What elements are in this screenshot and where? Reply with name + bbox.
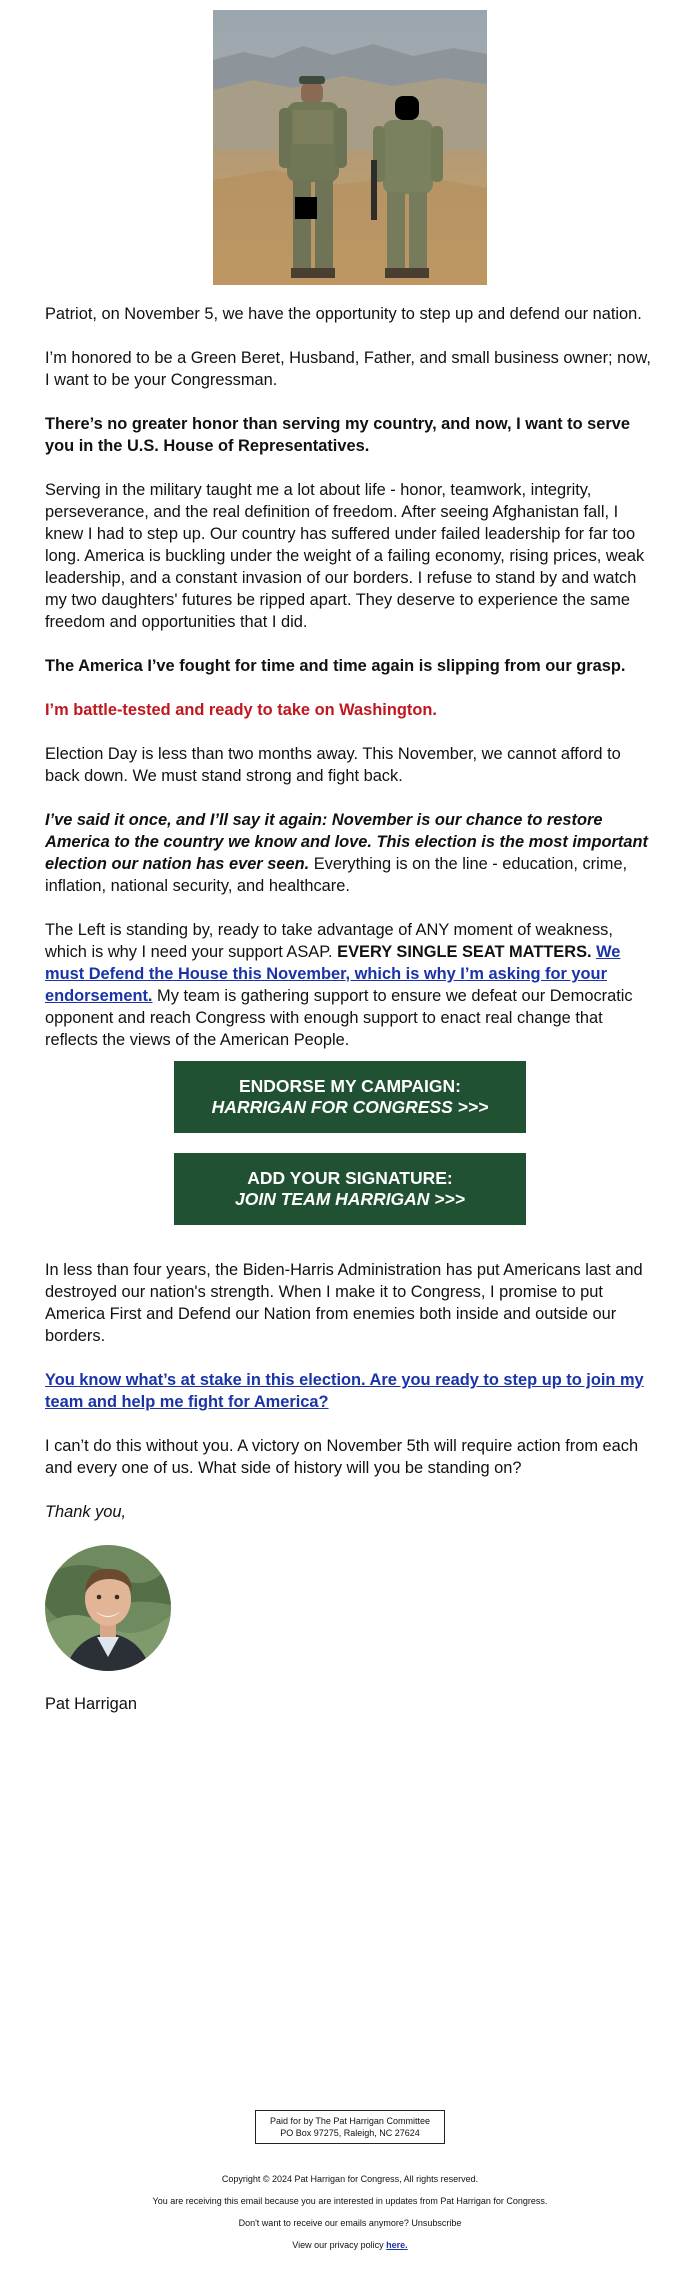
paragraph-green-beret: I’m honored to be a Green Beret, Husband, Father, and small business owner; now, I want to be your Congressman. [45, 349, 651, 389]
paragraph-victory: I can’t do this without you. A victory on November 5th will require action from each and every one of us. What side of history will you be standing on? [45, 1437, 639, 1477]
paragraph-biden-harris: In less than four years, the Biden-Harris Administration has put Americans last and destroyed our nation's strength. When I make it to Congress, I promise to put America First and Defend our Nation from enemies both inside and outside our borders. [45, 1261, 643, 1345]
unsubscribe-text[interactable] [0, 2218, 700, 2228]
button-line: HARRIGAN FOR CONGRESS >>> [211, 1097, 489, 1117]
cta-endorse-wrap [45, 1061, 655, 1133]
paid-for-disclaimer [255, 2110, 445, 2144]
paragraph-november-chance [45, 809, 655, 897]
closing-text: Thank you, [45, 1503, 127, 1521]
cta-signature-wrap [45, 1153, 655, 1225]
button-line: ADD YOUR SIGNATURE: [247, 1168, 453, 1188]
paragraph-text: My team is gathering support to ensure we defeat our Democratic opponent and reach Congress with enough support to enact real change that reflects the views of the American People. [45, 987, 633, 1049]
emphasis-text: EVERY SINGLE SEAT MATTERS. [337, 943, 592, 961]
privacy-policy-link[interactable]: here. [386, 2240, 408, 2250]
button-line: JOIN TEAM HARRIGAN >>> [235, 1189, 465, 1209]
paragraph-military: Serving in the military taught me a lot about life - honor, teamwork, integrity, perseverance, and the real definition of freedom. After seeing Afghanistan fall, I knew I had to step up. Our country has suffered under failed leadership for far too long. America is buckling under the weight of a failing economy, rising prices, weak leadership, and a constant invasion of our borders. I refuse to stand by and watch my two daughters' futures be ripped apart. They deserve to experience the same freedom and opportunities that I did. [45, 481, 645, 631]
paragraph-text: The Left is standing by, ready to take advantage of ANY moment of weakness, which is why I need your support ASAP. [45, 921, 613, 961]
privacy-policy-text [0, 2240, 700, 2250]
button-line: ENDORSE MY CAMPAIGN: [238, 1076, 461, 1096]
unsubscribe-link[interactable]: Don't want to receive our emails anymore? Unsubscribe [238, 2218, 462, 2228]
paragraph-election-day: Election Day is less than two months away. This November, we cannot afford to back down. We must stand strong and fight back. [45, 745, 621, 785]
paragraph-slipping: The America I’ve fought for time and time again is slipping from our grasp. [45, 657, 626, 675]
endorse-campaign-button[interactable] [174, 1061, 526, 1133]
privacy-label: View our privacy policy [292, 2240, 387, 2250]
endorsement-link[interactable]: We must Defend the House this November, which is why I’m asking for your endorsement. [45, 943, 621, 1005]
join-team-link[interactable]: You know what’s at stake in this election. Are you ready to step up to join my team and help me fight for America? [45, 1371, 644, 1411]
disclaimer-line: PO Box 97275, Raleigh, NC 27624 [280, 2128, 420, 2138]
copyright-text: Copyright © 2024 Pat Harrigan for Congress, All rights reserved. [221, 2174, 479, 2184]
avatar [45, 1545, 171, 1671]
hero-photo [213, 10, 487, 285]
paragraph-endorsement [45, 919, 655, 1051]
subscription-reason-text: You are receiving this email because you are interested in updates from Pat Harrigan for Congress. [152, 2196, 548, 2206]
email-body [45, 303, 655, 1737]
paragraph-whats-at-stake [45, 1369, 655, 1413]
paragraph-intro: Patriot, on November 5, we have the opportunity to step up and defend our nation. [45, 305, 642, 323]
signature-name: Pat Harrigan [45, 1695, 138, 1713]
add-signature-button[interactable] [174, 1153, 526, 1225]
paragraph-battle-tested: I’m battle-tested and ready to take on Washington. [45, 701, 437, 719]
emphasis-text: I’ve said it once, and I’ll say it again: November is our chance to restore America to the country we know and love. This election is the most important election our nation has ever seen. [45, 811, 648, 873]
disclaimer-line: Paid for by The Pat Harrigan Committee [270, 2116, 430, 2126]
paragraph-honor: There’s no greater honor than serving my country, and now, I want to serve you in the U.S. House of Representatives. [45, 415, 631, 455]
paragraph-text: Everything is on the line - education, crime, inflation, national security, and healthcare. [45, 855, 628, 895]
